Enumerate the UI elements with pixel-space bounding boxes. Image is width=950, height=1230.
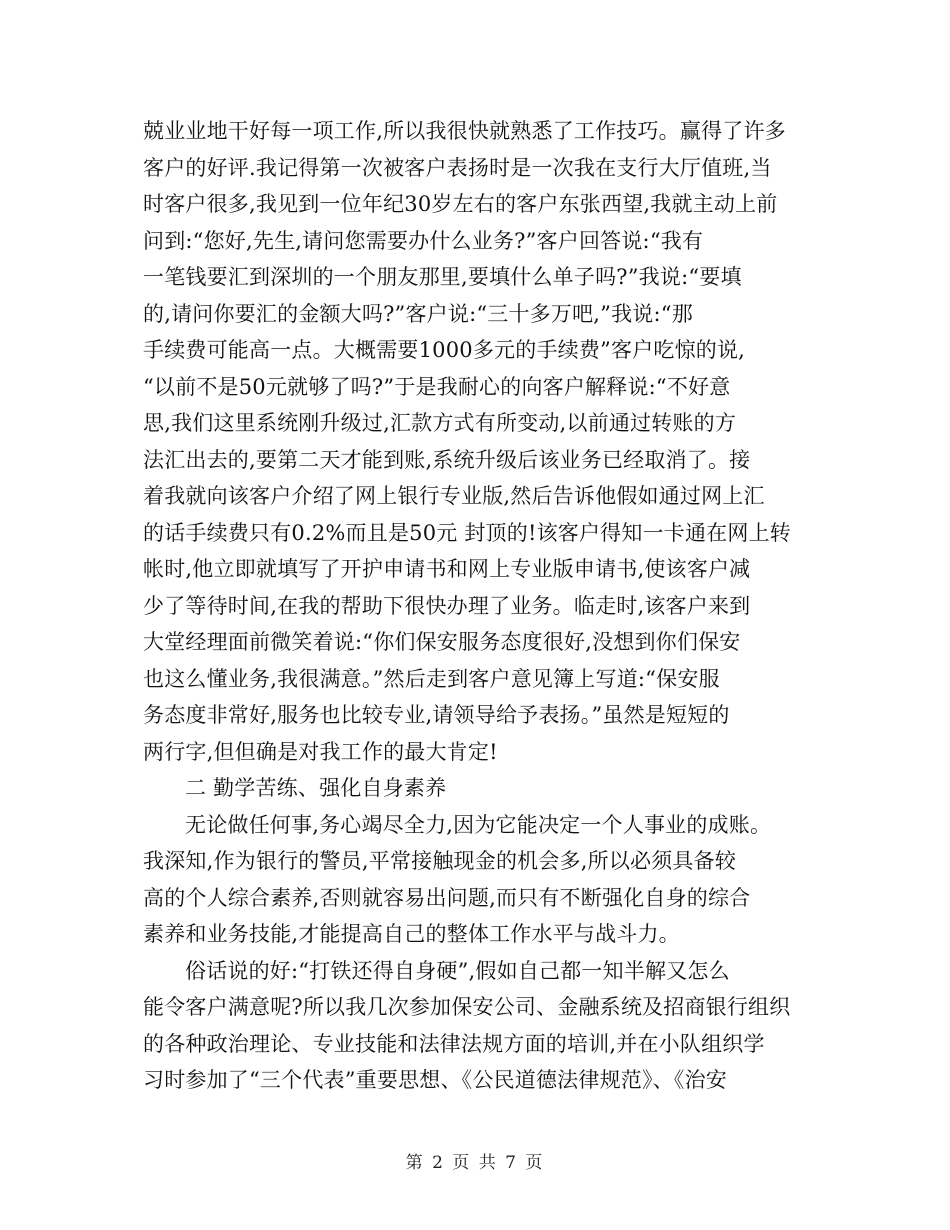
text-line: 思,我们这里系统刚升级过,汇款方式有所变动,以前通过转账的方 [143,411,737,435]
text-line: 法汇出去的,要第二天才能到账,系统升级后该业务已经取消了。接 [143,447,751,472]
text-line: 帐时,他立即就填写了开护申请书和网上专业版申请书,使该客户减 [143,557,751,581]
text-line: 能令客户满意呢?所以我几次参加保安公司、金融系统及招商银行组织 [143,995,791,1019]
text-line: “以前不是50元就够了吗?”于是我耐心的向客户解释说:“不好意 [143,374,731,399]
text-line: 的话手续费只有0.2%而且是50元 封顶的!该客户得知一卡通在网上转 [143,520,791,545]
page-number-footer: 第 2 页 共 7 页 [405,1153,545,1173]
text-line: 习时参加了“三个代表”重要思想、《公民道德法律规范》、《治安 [143,1068,727,1092]
text-line: 兢业业地干好每一项工作,所以我很快就熟悉了工作技巧。赢得了许多 [143,119,786,143]
text-line: 的各种政治理论、专业技能和法律法规方面的培训,并在小队组织学 [143,1031,765,1056]
text-line: 也这么懂业务,我很满意。”然后走到客户意见簿上写道:“保安服 [143,666,720,691]
paragraph-start-line: 俗话说的好:“打铁还得自身硬”,假如自己都一知半解又怎么 [185,958,730,983]
text-line: 我深知,作为银行的警员,平常接触现金的机会多,所以必须具备较 [143,849,737,873]
text-line: 两行字,但但确是对我工作的最大肯定! [143,739,498,764]
text-line: 客户的好评.我记得第一次被客户表扬时是一次我在支行大厅值班,当 [143,155,772,180]
text-line: 大堂经理面前微笑着说:“你们保安服务态度很好,没想到你们保安 [143,630,741,654]
body-text [143,113,803,1099]
paragraph-start-line: 无论做任何事,务心竭尽全力,因为它能决定一个人事业的成账。 [185,812,772,837]
text-line: 着我就向该客户介绍了网上银行专业版,然后告诉他假如通过网上汇 [143,484,765,508]
text-line: 一笔钱要汇到深圳的一个朋友那里,要填什么单子吗?”我说:“要填 [143,265,742,289]
text-line: 高的个人综合素养,否则就容易出问题,而只有不断强化自身的综合 [143,885,751,910]
text-line: 素养和业务技能,才能提高自己的整体工作水平与战斗力。 [143,922,680,946]
text-line: 少了等待时间,在我的帮助下很快办理了业务。临走时,该客户来到 [143,593,751,618]
text-line: 时客户很多,我见到一位年纪30岁左右的客户东张西望,我就主动上前 [143,192,778,216]
text-line: 手续费可能高一点。大概需要1000多元的手续费”客户吃惊的说, [143,338,746,362]
text-line: 的,请问你要汇的金额大吗?”客户说:“三十多万吧,”我说:“那 [143,301,693,326]
text-line: 问到:“您好,先生,请问您需要办什么业务?”客户回答说:“我有 [143,228,704,253]
text-line: 务态度非常好,服务也比较专业,请领导给予表扬。”虽然是短短的 [143,703,730,727]
section-heading: 二 勤学苦练、强化自身素养 [185,776,447,800]
